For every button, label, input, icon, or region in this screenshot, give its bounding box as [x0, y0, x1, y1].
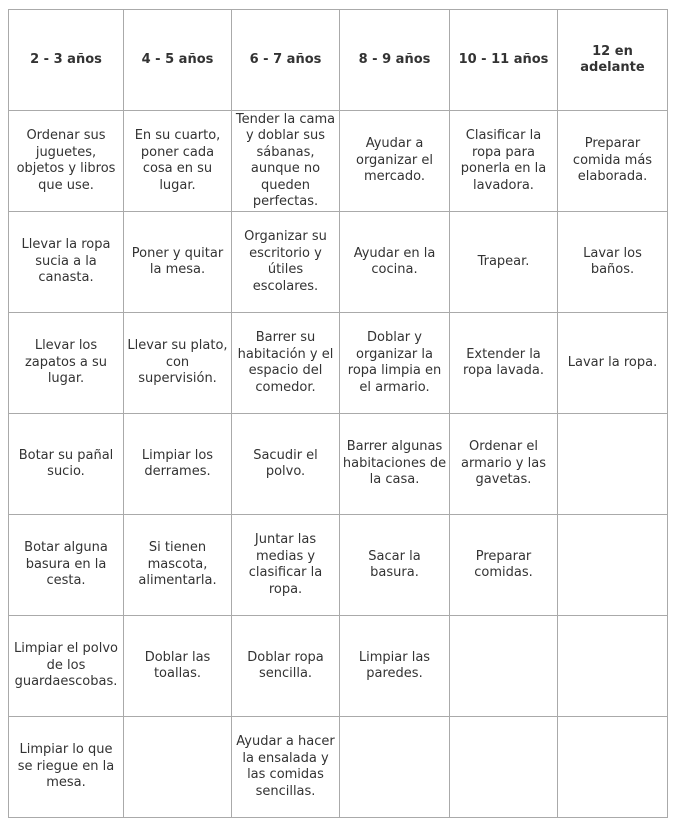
table-cell: Limpiar el polvo de los guardaescobas. — [9, 616, 124, 717]
table-cell: Limpiar lo que se riegue en la mesa. — [9, 717, 124, 818]
table-cell: Llevar la ropa sucia a la canasta. — [9, 212, 124, 313]
table-cell: Barrer su habitación y el espacio del comedor. — [232, 313, 340, 414]
table-cell: Extender la ropa lavada. — [450, 313, 558, 414]
header-age-8-9: 8 - 9 años — [340, 10, 450, 111]
table-cell — [558, 616, 668, 717]
table-cell: Ordenar el armario y las gavetas. — [450, 414, 558, 515]
table-cell — [558, 414, 668, 515]
table-cell — [450, 717, 558, 818]
table-cell: Poner y quitar la mesa. — [124, 212, 232, 313]
header-age-4-5: 4 - 5 años — [124, 10, 232, 111]
table-cell: Llevar los zapatos a su lugar. — [9, 313, 124, 414]
table-cell: Lavar los baños. — [558, 212, 668, 313]
table-row — [9, 515, 668, 616]
table-cell: En su cuarto, poner cada cosa en su lugar. — [124, 111, 232, 212]
table-cell: Llevar su plato, con supervisión. — [124, 313, 232, 414]
table-cell: Preparar comida más elaborada. — [558, 111, 668, 212]
table-cell: Tender la cama y doblar sus sábanas, aunque no queden perfectas. — [232, 111, 340, 212]
header-row — [9, 10, 668, 111]
table-row — [9, 313, 668, 414]
table-cell: Limpiar las paredes. — [340, 616, 450, 717]
table-cell: Botar alguna basura en la cesta. — [9, 515, 124, 616]
table-cell — [558, 717, 668, 818]
table-cell: Trapear. — [450, 212, 558, 313]
table-cell: Lavar la ropa. — [558, 313, 668, 414]
table-cell: Clasificar la ropa para ponerla en la lavadora. — [450, 111, 558, 212]
table-cell: Organizar su escritorio y útiles escolares. — [232, 212, 340, 313]
header-age-10-11: 10 - 11 años — [450, 10, 558, 111]
table-cell: Sacar la basura. — [340, 515, 450, 616]
table-cell: Ayudar en la cocina. — [340, 212, 450, 313]
table-cell — [340, 717, 450, 818]
header-age-6-7: 6 - 7 años — [232, 10, 340, 111]
table-cell — [558, 515, 668, 616]
table-row — [9, 717, 668, 818]
table-row — [9, 212, 668, 313]
table-row — [9, 414, 668, 515]
table-cell: Preparar comidas. — [450, 515, 558, 616]
table-cell — [450, 616, 558, 717]
chores-by-age-table — [8, 9, 668, 818]
table-cell — [124, 717, 232, 818]
table-cell: Limpiar los derrames. — [124, 414, 232, 515]
table-cell: Juntar las medias y clasificar la ropa. — [232, 515, 340, 616]
header-age-2-3: 2 - 3 años — [9, 10, 124, 111]
table-row — [9, 111, 668, 212]
table-cell: Doblar las toallas. — [124, 616, 232, 717]
table-cell: Ordenar sus juguetes, objetos y libros que use. — [9, 111, 124, 212]
table-row — [9, 616, 668, 717]
table-cell: Barrer algunas habitaciones de la casa. — [340, 414, 450, 515]
table-cell: Ayudar a hacer la ensalada y las comidas sencillas. — [232, 717, 340, 818]
table-cell: Ayudar a organizar el mercado. — [340, 111, 450, 212]
table-cell: Si tienen mascota, alimentarla. — [124, 515, 232, 616]
table-cell: Doblar y organizar la ropa limpia en el armario. — [340, 313, 450, 414]
header-age-12-plus: 12 en adelante — [558, 10, 668, 111]
table-cell: Sacudir el polvo. — [232, 414, 340, 515]
table-cell: Botar su pañal sucio. — [9, 414, 124, 515]
table-cell: Doblar ropa sencilla. — [232, 616, 340, 717]
